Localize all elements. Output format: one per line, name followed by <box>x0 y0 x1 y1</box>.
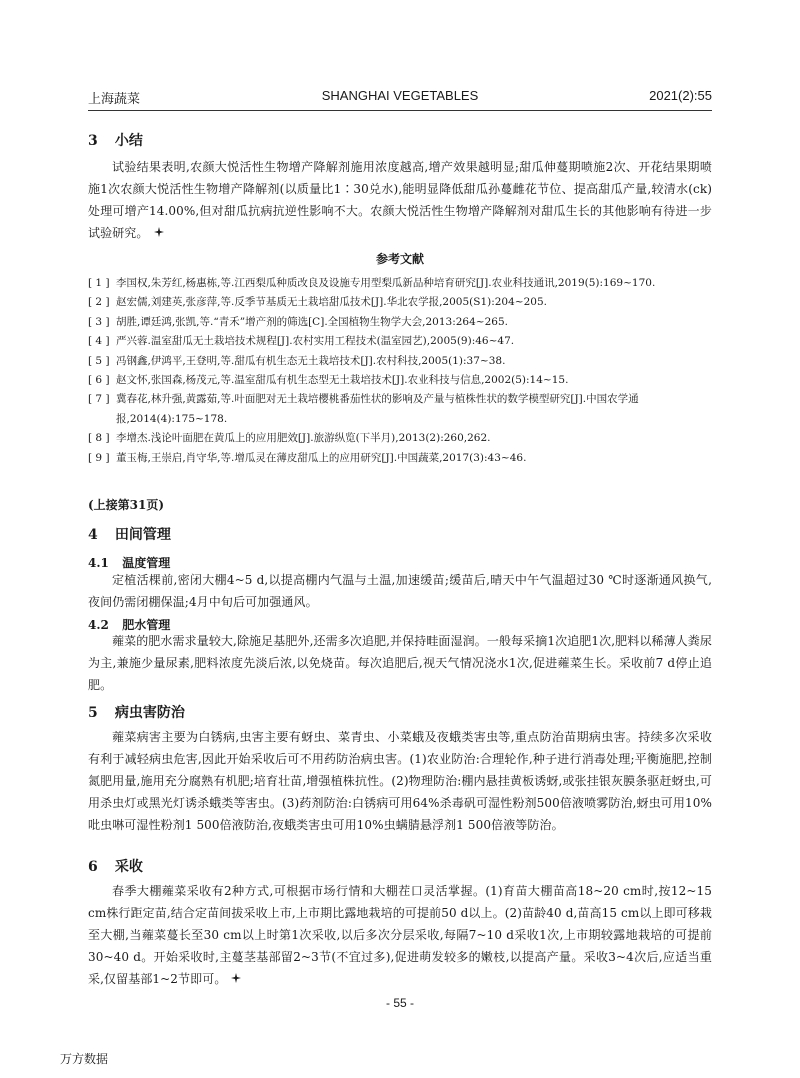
reference-text: 李增杰.浅论叶面肥在黄瓜上的应用肥效[J].旅游纵览(下半月),2013(2):260,262. <box>116 432 491 445</box>
reference-text: 赵宏儒,刘建英,张彦萍,等.反季节基质无土栽培甜瓜技术[J].华北农学报,2005(S1):204~205. <box>116 296 547 309</box>
reference-index: [ 3 ] <box>88 315 110 328</box>
subsection-title: 肥水管理 <box>122 618 171 632</box>
reference-item <box>88 313 712 332</box>
reference-index: [ 1 ] <box>88 277 110 289</box>
section-5-paragraph: 蕹菜病害主要为白锈病,虫害主要有蚜虫、菜青虫、小菜蛾及夜蛾类害虫等,重点防治苗期病虫害。持续多次采收有利于减轻病虫危害,因此开始采收后可不用药防治病虫害。(1)农业防治:合理轮作,种子进行消毒处理;平衡施肥,控制氮肥用量,施用充分腐熟有机肥;培育壮苗,增强植株抗性。(2)物理防治:棚内悬挂黄板诱蚜,或张挂银灰膜条驱赶蚜虫,可用杀虫灯或黑光灯诱杀蛾类等害虫。(3)药剂防治:白锈病可用64%杀毒矾可湿性粉剂500倍液喷雾防治,蚜虫可用10%吡虫啉可湿性粉剂1 500倍液防治,夜蛾类害虫可用10%虫螨腈悬浮剂1 500倍液等防治。 <box>88 730 712 832</box>
reference-item <box>88 390 712 429</box>
reference-item <box>88 352 712 371</box>
reference-text: 李国权,朱芳红,杨惠栋,等.江西梨瓜种质改良及设施专用型梨瓜新品种培育研究[J].农业科技通讯,2019(5):169~170. <box>116 277 656 289</box>
reference-index: [ 2 ] <box>88 296 110 309</box>
section-5-heading <box>88 702 185 722</box>
reference-item <box>88 332 712 351</box>
subsection-4-2-paragraph: 蕹菜的肥水需求量较大,除施足基肥外,还需多次追肥,并保持畦面湿润。一般每采摘1次追肥1次,肥料以稀薄人粪尿为主,兼施少量尿素,肥料浓度先淡后浓,以免烧苗。每次追肥后,视天气情况浇水1次,促进蕹菜生长。采收前7 d停止追肥。 <box>88 634 712 692</box>
section-title: 病虫害防治 <box>114 705 185 721</box>
section-4-heading <box>88 524 171 544</box>
reference-item <box>88 371 712 390</box>
reference-text: 严兴蓉.温室甜瓜无土栽培技术规程[J].农村实用工程技术(温室园艺),2005(9):46~47. <box>116 335 515 348</box>
footer-watermark: 万方数据 <box>60 1052 109 1066</box>
reference-item <box>88 449 712 468</box>
section-3-paragraph: 试验结果表明,农颜大悦活性生物增产降解剂施用浓度越高,增产效果越明显;甜瓜伸蔓期喷施2次、开花结果期喷施1次农颜大悦活性生物增产降解剂(以质量比1∶30兑水),能明显降低甜瓜孙蔓雌花节位、提高甜瓜产量,较清水(ck)处理可增产14.00%,但对甜瓜抗病抗逆性影响不大。农颜大悦活性生物增产降解剂对甜瓜生长的其他影响有待进一步试验研究。 <box>88 160 712 240</box>
section-6-heading <box>88 856 143 876</box>
section-number: 6 <box>88 859 98 875</box>
reference-text: 赵文怀,张国森,杨茂元,等.温室甜瓜有机生态型无土栽培技术[J].农业科技与信息,2002(5):14~15. <box>116 374 569 387</box>
reference-index: [ 7 ] <box>88 393 110 406</box>
reference-index: [ 5 ] <box>88 354 110 367</box>
references-list <box>88 274 712 468</box>
reference-index: [ 8 ] <box>88 432 110 445</box>
section-title: 采收 <box>114 859 143 875</box>
subsection-4-1-paragraph: 定植活棵前,密闭大棚4~5 d,以提高棚内气温与土温,加速缓苗;缓苗后,晴天中午气温超过30 ℃时逐渐通风换气,夜间仍需闭棚保温;4月中旬后可加强通风。 <box>88 573 712 609</box>
section-title: 田间管理 <box>114 527 171 543</box>
section-6-paragraph: 春季大棚蕹菜采收有2种方式,可根据市场行情和大棚茬口灵活掌握。(1)育苗大棚苗高18~20 cm时,按12~15 cm株行距定苗,结合定苗间拔采收上市,上市期比露地栽培的可提前50 d以上。(2)苗龄40 d,苗高15 cm以上即可移栽至大棚,当蕹菜蔓长至30 cm以上时第1次采收,以后多次分层采收,每隔7~10 d采收1次,上市期较露地栽培的可提前30~40 d。开始采收时,主蔓茎基部留2~3节(不宜过多),促进萌发较多的嫩枝,以提高产量。采收3~4次后,应适当重采,仅留基部1~2节即可。 <box>88 884 712 986</box>
references-heading: 参考文献 <box>375 252 424 266</box>
section-title: 小结 <box>114 133 143 149</box>
reference-item <box>88 293 712 312</box>
subsection-number: 4.1 <box>88 556 109 570</box>
reference-text: 董玉梅,王崇启,肖守华,等.增瓜灵在薄皮甜瓜上的应用研究[J].中国蔬菜,2017(3):43~46. <box>116 451 527 464</box>
journal-name-en: SHANGHAI VEGETABLES <box>321 88 479 103</box>
reference-index: [ 4 ] <box>88 335 110 348</box>
running-header <box>88 88 712 111</box>
section-number: 4 <box>88 527 98 543</box>
issue-info: 2021(2):55 <box>649 88 712 103</box>
reference-text: 胡胜,谭廷鸿,张凯,等.“青禾”增产剂的筛选[C].全国植物生物学大会,2013:264~265. <box>116 315 508 328</box>
subsection-title: 温度管理 <box>122 556 171 570</box>
reference-item <box>88 274 712 293</box>
reference-index: [ 6 ] <box>88 374 110 387</box>
section-3-heading <box>88 130 143 150</box>
end-mark-icon <box>153 226 165 238</box>
subsection-number: 4.2 <box>88 618 109 632</box>
reference-text: 冀春花,林升强,黄露茹,等.叶面肥对无土栽培樱桃番茄性状的影响及产量与植株性状的数学模型研究[J].中国农学通报,2014(4):175~178. <box>116 393 639 425</box>
reference-index: [ 9 ] <box>88 451 110 464</box>
reference-item <box>88 429 712 448</box>
section-number: 5 <box>88 705 98 721</box>
reference-text: 冯钢鑫,伊鸿平,王登明,等.甜瓜有机生态无土栽培技术[J].农村科技,2005(1):37~38. <box>116 354 506 367</box>
journal-name-cn: 上海蔬菜 <box>88 91 141 106</box>
section-number: 3 <box>88 133 98 149</box>
page-number: - 55 - <box>385 996 414 1010</box>
end-mark-icon <box>230 972 242 984</box>
continued-from-note: (上接第31页) <box>88 498 165 512</box>
